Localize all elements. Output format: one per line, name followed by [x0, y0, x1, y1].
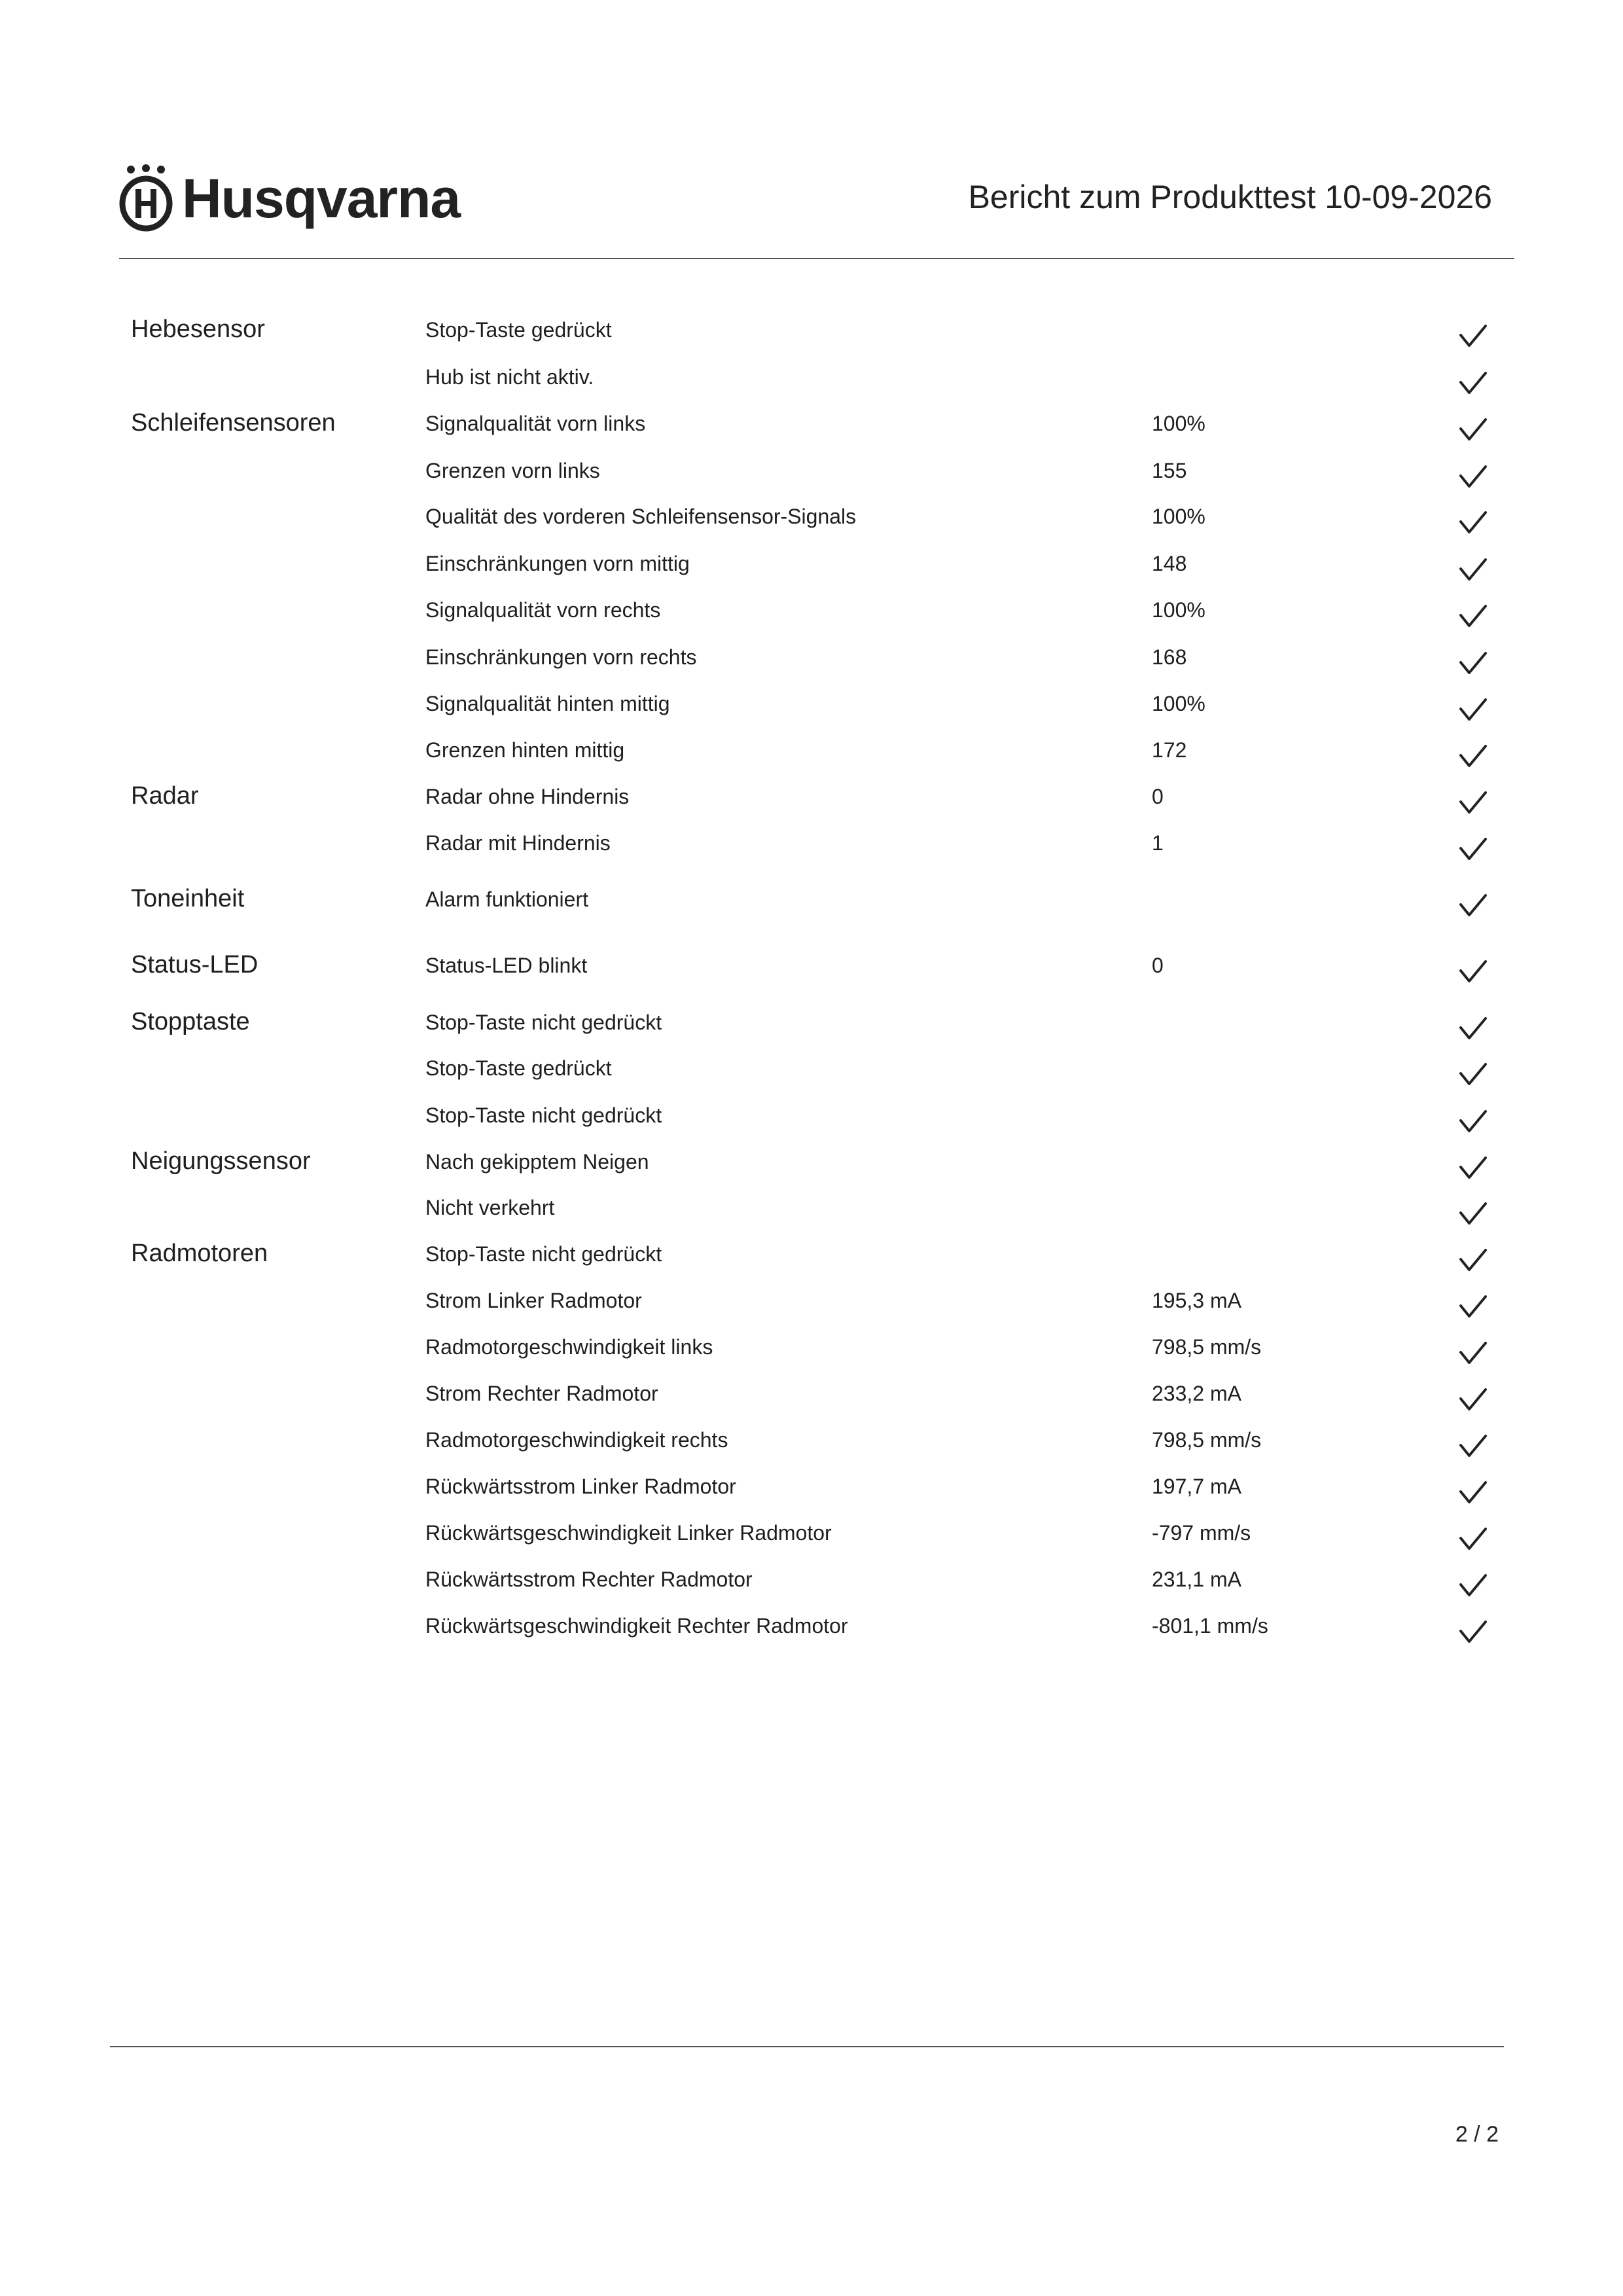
row-test-name: Stop-Taste nicht gedrückt [425, 1242, 662, 1266]
checkmark-icon [1458, 510, 1488, 536]
checkmark-icon [1458, 893, 1488, 919]
row-value: 798,5 mm/s [1152, 1335, 1262, 1359]
page-number: 2 / 2 [1455, 2122, 1499, 2147]
row-test-name: Grenzen hinten mittig [425, 738, 625, 762]
row-test-name: Radar mit Hindernis [425, 831, 611, 855]
table-row [0, 689, 1623, 728]
table-row [0, 736, 1623, 775]
row-test-name: Rückwärtsstrom Linker Radmotor [425, 1475, 736, 1498]
row-test-name: Einschränkungen vorn rechts [425, 645, 697, 669]
row-value: 231,1 mA [1152, 1568, 1241, 1591]
table-row [0, 1054, 1623, 1093]
table-row [0, 829, 1623, 868]
table-row [0, 1286, 1623, 1325]
row-value: 155 [1152, 459, 1187, 482]
table-row [0, 456, 1623, 495]
table-row [0, 596, 1623, 635]
table-row [0, 1147, 1623, 1187]
row-test-name: Rückwärtsgeschwindigkeit Linker Radmotor [425, 1521, 832, 1545]
checkmark-icon [1458, 1387, 1488, 1413]
checkmark-icon [1458, 651, 1488, 677]
table-row [0, 1379, 1623, 1418]
checkmark-icon [1458, 603, 1488, 630]
table-row [0, 1333, 1623, 1372]
table-row [0, 502, 1623, 541]
table-row [0, 1240, 1623, 1279]
table-row [0, 643, 1623, 682]
row-test-name: Status-LED blinkt [425, 954, 588, 977]
row-test-name: Stop-Taste nicht gedrückt [425, 1103, 662, 1127]
table-row [0, 951, 1623, 990]
checkmark-icon [1458, 697, 1488, 723]
table-row [0, 1565, 1623, 1604]
table-row [0, 1518, 1623, 1558]
row-category: Neigungssensor [131, 1147, 311, 1175]
row-value: -797 mm/s [1152, 1521, 1251, 1545]
row-value: 1 [1152, 831, 1164, 855]
row-category: Stopptaste [131, 1008, 250, 1035]
table-row [0, 782, 1623, 821]
row-test-name: Einschränkungen vorn mittig [425, 552, 690, 575]
checkmark-icon [1458, 1294, 1488, 1320]
row-test-name: Strom Rechter Radmotor [425, 1382, 658, 1405]
table-row [0, 1101, 1623, 1140]
row-value: 100% [1152, 505, 1205, 528]
row-test-name: Nach gekipptem Neigen [425, 1150, 649, 1174]
row-test-name: Radmotorgeschwindigkeit links [425, 1335, 713, 1359]
checkmark-icon [1458, 1109, 1488, 1135]
checkmark-icon [1458, 370, 1488, 397]
row-test-name: Strom Linker Radmotor [425, 1289, 642, 1312]
row-test-name: Rückwärtsstrom Rechter Radmotor [425, 1568, 753, 1591]
table-row [0, 1193, 1623, 1232]
row-test-name: Alarm funktioniert [425, 888, 588, 911]
table-row [0, 1472, 1623, 1511]
row-test-name: Signalqualität vorn links [425, 412, 646, 435]
checkmark-icon [1458, 1526, 1488, 1552]
row-test-name: Stop-Taste nicht gedrückt [425, 1011, 662, 1034]
row-test-name: Signalqualität vorn rechts [425, 598, 661, 622]
row-test-name: Radmotorgeschwindigkeit rechts [425, 1428, 728, 1452]
row-category: Radar [131, 782, 199, 810]
row-value: 197,7 mA [1152, 1475, 1241, 1498]
table-row [0, 315, 1623, 355]
table-row [0, 409, 1623, 448]
row-value: 148 [1152, 552, 1187, 575]
checkmark-icon [1458, 1619, 1488, 1645]
checkmark-icon [1458, 790, 1488, 816]
row-value: 195,3 mA [1152, 1289, 1241, 1312]
table-row [0, 1611, 1623, 1651]
report-title: Bericht zum Produkttest 10-09-2026 [968, 179, 1492, 215]
table-row [0, 1008, 1623, 1047]
brand-name: Husqvarna [182, 167, 461, 229]
table-row [0, 363, 1623, 402]
husqvarna-crown-h-icon [118, 164, 174, 232]
row-value: 168 [1152, 645, 1187, 669]
row-category: Status-LED [131, 951, 259, 978]
row-category: Schleifensensoren [131, 409, 336, 437]
table-row [0, 1426, 1623, 1465]
row-test-name: Stop-Taste gedrückt [425, 1056, 612, 1080]
row-value: 0 [1152, 954, 1164, 977]
checkmark-icon [1458, 557, 1488, 583]
table-row [0, 885, 1623, 924]
checkmark-icon [1458, 959, 1488, 985]
footer-divider [110, 2046, 1504, 2047]
checkmark-icon [1458, 1247, 1488, 1274]
row-category: Radmotoren [131, 1240, 268, 1267]
table-row [0, 549, 1623, 588]
checkmark-icon [1458, 836, 1488, 863]
checkmark-icon [1458, 1573, 1488, 1599]
checkmark-icon [1458, 1016, 1488, 1042]
checkmark-icon [1458, 1155, 1488, 1181]
row-test-name: Hub ist nicht aktiv. [425, 365, 594, 389]
brand-logo [118, 162, 460, 234]
row-test-name: Qualität des vorderen Schleifensensor-Signals [425, 505, 857, 528]
row-category: Toneinheit [131, 885, 245, 912]
row-test-name: Nicht verkehrt [425, 1196, 555, 1219]
row-test-name: Stop-Taste gedrückt [425, 318, 612, 342]
checkmark-icon [1458, 1433, 1488, 1460]
row-value: 100% [1152, 598, 1205, 622]
row-value: 798,5 mm/s [1152, 1428, 1262, 1452]
row-test-name: Grenzen vorn links [425, 459, 600, 482]
row-value: 172 [1152, 738, 1187, 762]
checkmark-icon [1458, 1062, 1488, 1088]
checkmark-icon [1458, 1201, 1488, 1227]
checkmark-icon [1458, 464, 1488, 490]
row-test-name: Radar ohne Hindernis [425, 785, 630, 808]
row-value: 0 [1152, 785, 1164, 808]
row-test-name: Signalqualität hinten mittig [425, 692, 670, 715]
row-value: 100% [1152, 692, 1205, 715]
row-value: 233,2 mA [1152, 1382, 1241, 1405]
checkmark-icon [1458, 744, 1488, 770]
checkmark-icon [1458, 323, 1488, 350]
checkmark-icon [1458, 1340, 1488, 1367]
checkmark-icon [1458, 1480, 1488, 1506]
row-value: -801,1 mm/s [1152, 1614, 1268, 1638]
row-category: Hebesensor [131, 315, 265, 343]
row-value: 100% [1152, 412, 1205, 435]
checkmark-icon [1458, 417, 1488, 443]
row-test-name: Rückwärtsgeschwindigkeit Rechter Radmotor [425, 1614, 848, 1638]
header-divider [119, 258, 1514, 259]
